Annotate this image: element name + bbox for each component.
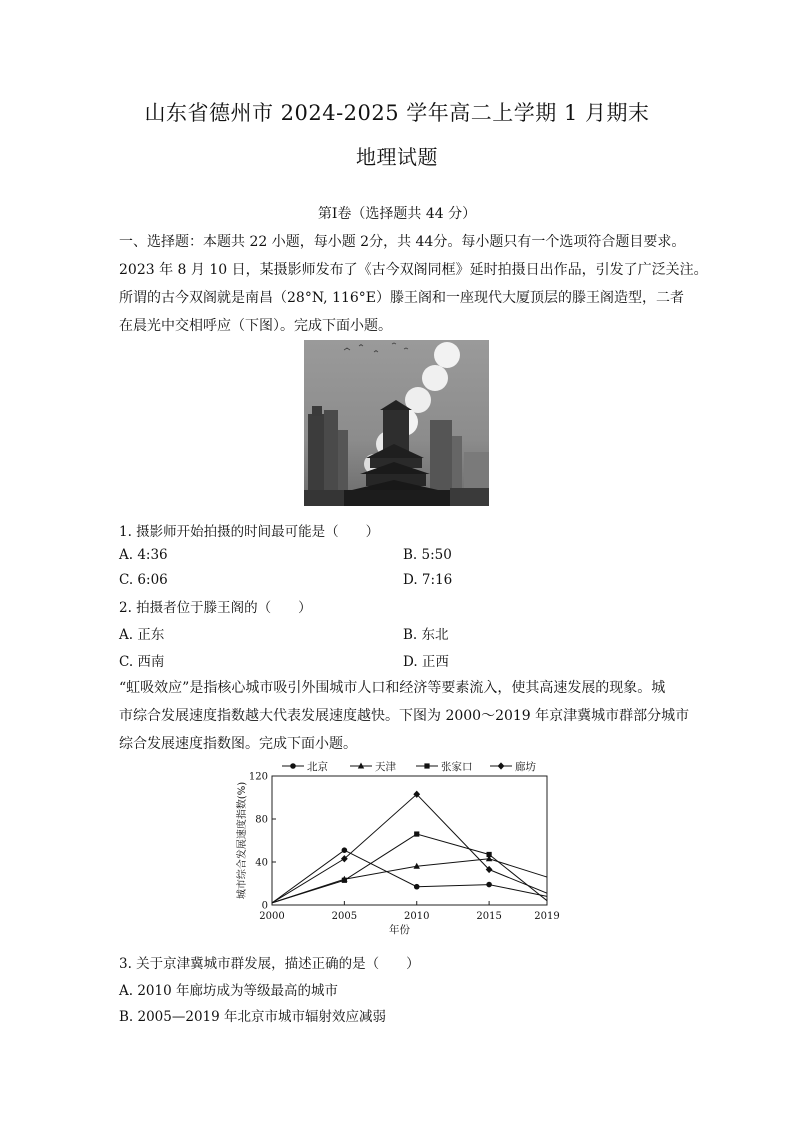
data-point-张家口	[487, 852, 492, 857]
y-axis-label: 城市综合发展速度指数(%)	[237, 781, 248, 900]
data-point-张家口	[414, 831, 419, 836]
question-3-option-b[interactable]: B. 2005—2019 年北京市城市辐射效应减弱	[119, 1009, 387, 1025]
question-2-option-b[interactable]: B. 东北	[403, 627, 449, 643]
legend-marker-北京	[290, 763, 296, 769]
legend-label-张家口: 张家口	[441, 761, 473, 773]
x-tick-label: 2000	[259, 911, 285, 922]
development-index-chart	[232, 758, 562, 943]
passage1-line-2: 所谓的古今双阁就是南昌（28°N, 116°E）滕王阁和一座现代大厦顶层的滕王阁造型，二者	[119, 290, 685, 306]
series-line-廊坊	[272, 794, 547, 903]
legend-label-北京: 北京	[307, 761, 328, 773]
legend-label-廊坊: 廊坊	[515, 761, 536, 773]
twin-pavilion-photo	[304, 340, 489, 506]
data-point-北京	[342, 847, 348, 853]
question-1-option-c[interactable]: C. 6:06	[119, 572, 168, 588]
data-point-北京	[414, 884, 420, 890]
passage1-line-3: 在晨光中交相呼应（下图）。完成下面小题。	[119, 318, 392, 334]
series-line-天津	[272, 859, 547, 903]
question-3-option-a[interactable]: A. 2010 年廊坊成为等级最高的城市	[119, 983, 338, 999]
question-2-stem: 2. 拍摄者位于滕王阁的（ ）	[119, 600, 312, 616]
x-tick-label: 2019	[534, 911, 560, 922]
question-2-option-c[interactable]: C. 西南	[119, 654, 165, 670]
y-tick-label: 120	[248, 771, 268, 783]
legend-marker-张家口	[424, 763, 429, 768]
question-1-stem: 1. 摄影师开始拍摄的时间最可能是（ ）	[119, 524, 380, 540]
exam-subject: 地理试题	[356, 145, 438, 169]
passage2-line-3: 综合发展速度指数图。完成下面小题。	[119, 736, 357, 752]
x-tick-label: 2010	[404, 911, 430, 922]
exam-title: 山东省德州市 2024-2025 学年高二上学期 1 月期末	[144, 101, 650, 125]
passage2-line-1: “虹吸效应”是指核心城市吸引外围城市人口和经济等要素流入，使其高速发展的现象。城	[119, 680, 666, 696]
question-2-option-d[interactable]: D. 正西	[403, 654, 449, 670]
x-tick-label: 2005	[331, 911, 358, 922]
legend-label-天津: 天津	[375, 761, 396, 773]
section-instructions: 一、选择题：本题共 22 小题，每小题 2分，共 44分。每小题只有一个选项符合题目要求。	[119, 234, 686, 250]
section-label: 第Ⅰ卷（选择题共 44 分）	[317, 206, 477, 222]
series-line-张家口	[272, 834, 547, 903]
plot-frame	[272, 776, 547, 905]
passage2-line-2: 市综合发展速度指数越大代表发展速度越快。下图为 2000～2019 年京津冀城市群部分城市	[119, 708, 690, 724]
question-3-stem: 3. 关于京津冀城市群发展，描述正确的是（ ）	[119, 956, 420, 972]
y-tick-label: 40	[255, 857, 268, 869]
y-tick-label: 0	[261, 900, 268, 912]
question-1-option-d[interactable]: D. 7:16	[403, 572, 453, 588]
x-axis-label: 年份	[389, 924, 410, 936]
x-tick-label: 2015	[476, 911, 502, 922]
question-1-option-a[interactable]: A. 4:36	[119, 547, 168, 563]
question-2-option-a[interactable]: A. 正东	[119, 627, 165, 643]
question-1-option-b[interactable]: B. 5:50	[403, 547, 452, 563]
data-point-北京	[486, 882, 492, 888]
data-point-张家口	[342, 878, 347, 883]
passage1-line-1: 2023 年 8 月 10 日，某摄影师发布了《古今双阁同框》延时拍摄日出作品，引发了广泛关注。	[119, 262, 708, 278]
y-tick-label: 80	[255, 814, 268, 826]
legend-marker-廊坊	[498, 762, 505, 769]
